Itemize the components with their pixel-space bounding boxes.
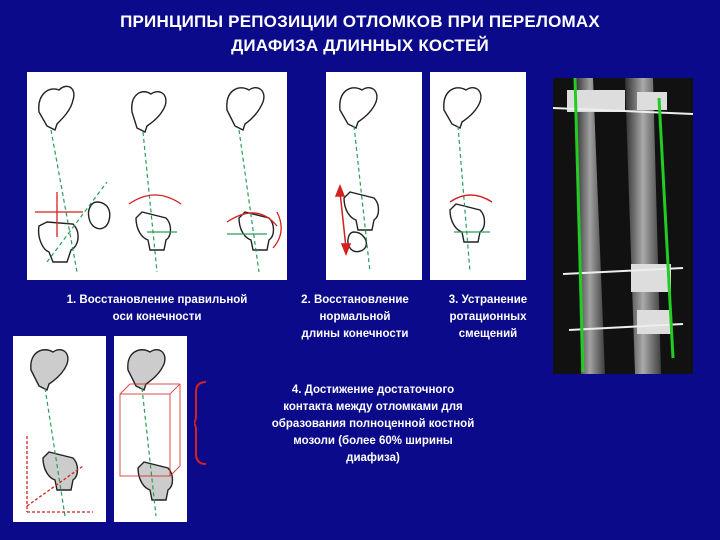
caption-1-line-1: 1. Восстановление правильной bbox=[66, 294, 248, 306]
xray-image bbox=[553, 78, 693, 374]
caption-length bbox=[282, 292, 428, 343]
caption-contact bbox=[228, 382, 518, 467]
caption-2-line-1: 2. Восстановление bbox=[301, 294, 409, 306]
femur-diagrams-alignment bbox=[27, 72, 287, 280]
caption-alignment bbox=[32, 292, 282, 326]
femur-diagram-rotation bbox=[430, 72, 526, 280]
diagram-panel-alignment bbox=[27, 72, 287, 280]
caption-4-line-3: образования полноценной костной bbox=[271, 418, 475, 430]
title-line-1: ПРИНЦИПЫ РЕПОЗИЦИИ ОТЛОМКОВ ПРИ ПЕРЕЛОМАХ bbox=[120, 12, 600, 31]
caption-3-line-3: смещений bbox=[458, 328, 518, 340]
femur-diagram-length bbox=[326, 72, 422, 280]
red-bracket bbox=[194, 380, 210, 466]
femur-diagram-contact-2 bbox=[114, 336, 187, 522]
xray-illustration bbox=[553, 78, 693, 374]
title-line-2: ДИАФИЗА ДЛИННЫХ КОСТЕЙ bbox=[231, 36, 489, 55]
slide-title bbox=[0, 10, 720, 58]
caption-2-line-3: длины конечности bbox=[301, 328, 409, 340]
caption-rotation bbox=[432, 292, 544, 343]
diagram-panel-contact-1 bbox=[13, 336, 106, 522]
caption-3-line-2: ротационных bbox=[449, 311, 527, 323]
diagram-panel-length bbox=[326, 72, 422, 280]
caption-1-line-2: оси конечности bbox=[112, 311, 202, 323]
femur-diagram-contact-1 bbox=[13, 336, 106, 522]
caption-4-line-4: мозоли (более 60% ширины bbox=[293, 435, 453, 447]
caption-4-line-5: диафиза) bbox=[346, 452, 400, 464]
caption-4-line-1: 4. Достижение достаточного bbox=[291, 384, 455, 396]
caption-3-line-1: 3. Устранение bbox=[448, 294, 528, 306]
diagram-panel-contact-2 bbox=[114, 336, 187, 522]
diagram-panel-rotation bbox=[430, 72, 526, 280]
caption-2-line-2: нормальной bbox=[319, 311, 391, 323]
caption-4-line-2: контакта между отломками для bbox=[283, 401, 463, 413]
